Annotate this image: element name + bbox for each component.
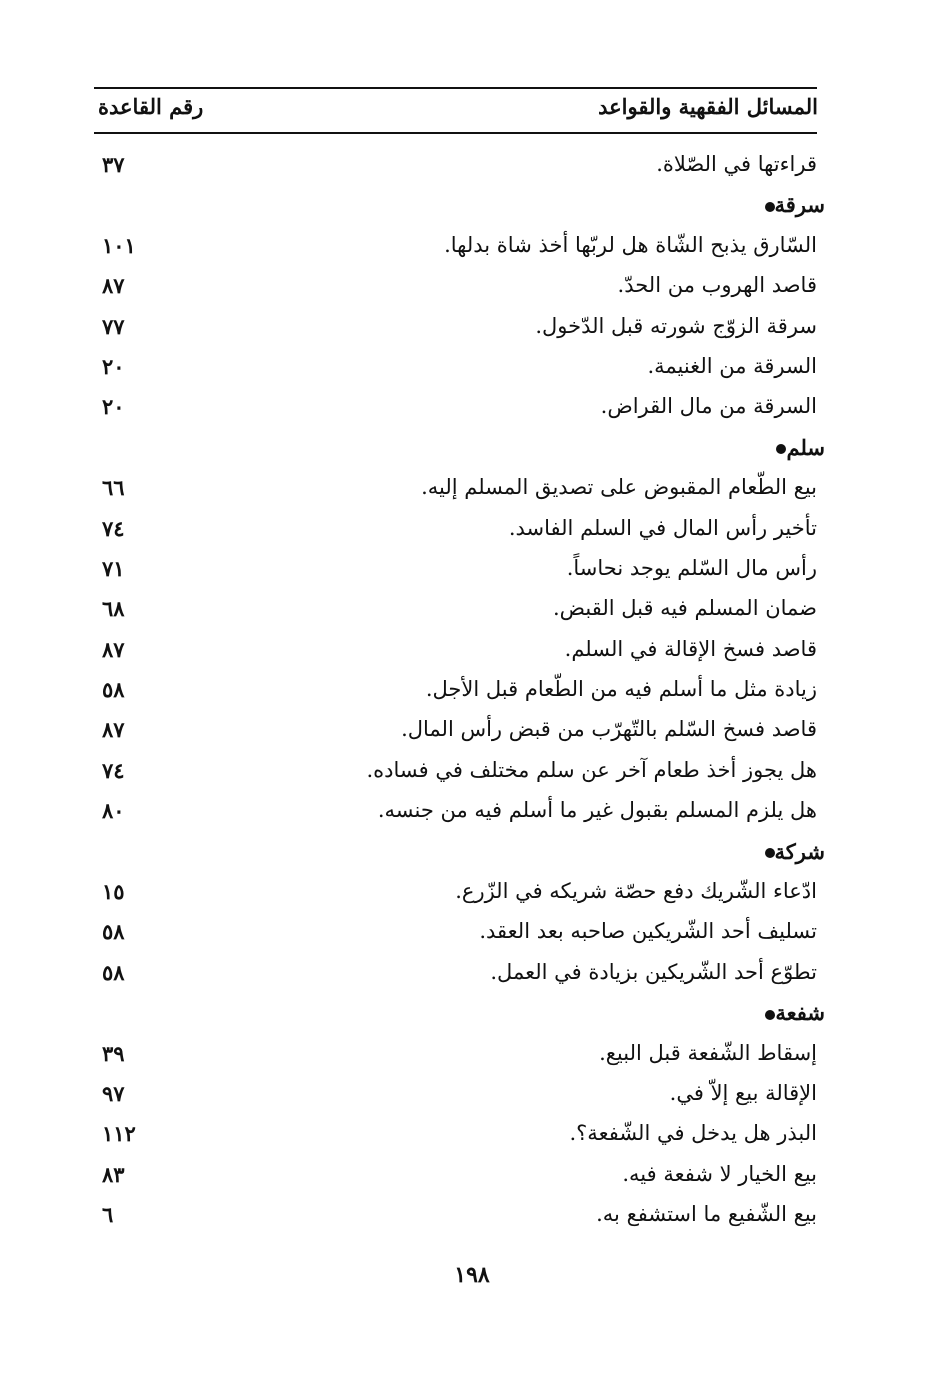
section-title xyxy=(755,1000,825,1025)
entry-text: قاصد الهروب من الحدّ. xyxy=(617,273,817,298)
entry-text: ادّعاء الشّريك دفع حصّة شريكه في الزّرع. xyxy=(455,879,817,904)
rule-number: ٧١ xyxy=(102,555,125,581)
rule-number: ٧٧ xyxy=(102,313,125,339)
index-entry xyxy=(94,754,817,794)
section-heading xyxy=(94,996,825,1036)
section-label: سرقة xyxy=(774,192,825,218)
entry-text: السرقة من مال القراض. xyxy=(600,394,817,419)
index-entry xyxy=(94,713,817,753)
bullet-icon xyxy=(765,848,775,858)
entry-text: تطوّع أحد الشّريكين بزيادة في العمل. xyxy=(490,959,817,984)
index-entry xyxy=(94,390,817,430)
index-list xyxy=(94,148,825,1239)
header-topic-title: المسائل الفقهية والقواعد xyxy=(598,94,818,119)
index-entry xyxy=(94,350,817,390)
index-entry xyxy=(94,1077,817,1117)
header-top-rule xyxy=(94,87,817,89)
section-title xyxy=(766,435,825,460)
entry-text: بيع الخيار لا شفعة فيه. xyxy=(622,1161,817,1186)
entry-text: إسقاط الشّفعة قبل البيع. xyxy=(599,1040,817,1065)
entry-text: زيادة مثل ما أسلم فيه من الطّعام قبل الأجل. xyxy=(425,677,817,702)
section-title xyxy=(755,192,825,217)
index-entry xyxy=(94,592,817,632)
entry-text: هل يلزم المسلم بقبول غير ما أسلم فيه من جنسه. xyxy=(377,798,817,823)
section-title xyxy=(755,839,825,864)
rule-number: ٨٠ xyxy=(102,798,125,824)
rule-number: ١٠١ xyxy=(102,232,136,258)
entry-text: رأس مال السّلم يوجد نحاساً. xyxy=(566,555,817,580)
index-entry xyxy=(94,1158,817,1198)
index-entry xyxy=(94,269,817,309)
bullet-icon xyxy=(765,1010,775,1020)
index-entry xyxy=(94,673,817,713)
entry-text: بيع الطّعام المقبوض على تصديق المسلم إليه. xyxy=(421,475,817,500)
rule-number: ١١٢ xyxy=(102,1121,136,1147)
rule-number: ٨٧ xyxy=(102,273,125,299)
bullet-icon xyxy=(776,444,786,454)
index-entry xyxy=(94,229,817,269)
rule-number: ٥٨ xyxy=(102,919,125,945)
rule-number: ٨٧ xyxy=(102,717,125,743)
section-label: شركة xyxy=(774,838,825,864)
rule-number: ٨٧ xyxy=(102,636,125,662)
rule-number: ٥٨ xyxy=(102,677,125,703)
entry-text: قراءتها في الصّلاة. xyxy=(656,152,817,176)
rule-number: ٢٠ xyxy=(102,394,125,420)
rule-number: ٦٦ xyxy=(102,475,125,501)
rule-number: ٦ xyxy=(102,1202,114,1228)
rule-number: ٧٤ xyxy=(102,757,125,783)
entry-text: السّارق يذبح الشّاة هل لربّها أخذ شاة بدلها. xyxy=(444,232,817,257)
index-entry xyxy=(94,794,817,834)
rule-number: ٧٤ xyxy=(102,515,125,541)
index-entry xyxy=(94,512,817,552)
header-bottom-rule xyxy=(94,132,817,134)
section-label: شفعة xyxy=(775,1000,825,1026)
entry-text: سرقة الزوّج شورته قبل الدّخول. xyxy=(535,313,817,338)
entry-text: قاصد فسخ السّلم بالتّهرّب من قبض رأس المال. xyxy=(401,717,817,742)
index-entry xyxy=(94,310,817,350)
section-heading xyxy=(94,835,825,875)
index-entry xyxy=(94,148,817,188)
entry-text: تسليف أحد الشّريكين صاحبه بعد العقد. xyxy=(479,919,817,944)
index-entry xyxy=(94,1198,817,1238)
entry-text: ضمان المسلم فيه قبل القبض. xyxy=(552,596,817,621)
bullet-icon xyxy=(765,202,775,212)
entry-text: بيع الشّفيع ما استشفع به. xyxy=(596,1202,817,1227)
section-heading xyxy=(94,188,825,228)
section-label: سلم xyxy=(786,434,825,460)
header-rule-number-title: رقم القاعدة xyxy=(98,94,204,119)
entry-text: البذر هل يدخل في الشّفعة؟. xyxy=(569,1121,817,1146)
index-entry xyxy=(94,471,817,511)
entry-text: السرقة من الغنيمة. xyxy=(647,353,817,378)
rule-number: ٦٨ xyxy=(102,596,125,622)
index-entry xyxy=(94,956,817,996)
section-heading xyxy=(94,431,825,471)
index-entry xyxy=(94,1117,817,1157)
index-entry xyxy=(94,1037,817,1077)
rule-number: ٢٠ xyxy=(102,353,125,379)
index-entry xyxy=(94,875,817,915)
page-number: ١٩٨ xyxy=(454,1262,490,1288)
index-entry xyxy=(94,915,817,955)
rule-number: ٨٣ xyxy=(102,1161,125,1187)
index-entry xyxy=(94,552,817,592)
rule-number: ٣٩ xyxy=(102,1040,125,1066)
entry-text: قاصد فسخ الإقالة في السلم. xyxy=(564,636,817,661)
entry-text: هل يجوز أخذ طعام آخر عن سلم مختلف في فساده. xyxy=(366,757,817,782)
entry-text: الإقالة بيع إلاّ في. xyxy=(669,1080,817,1105)
rule-number: ٥٨ xyxy=(102,959,125,985)
entry-text: تأخير رأس المال في السلم الفاسد. xyxy=(508,515,817,540)
index-entry xyxy=(94,633,817,673)
rule-number: ٩٧ xyxy=(102,1080,125,1106)
rule-number: ٣٧ xyxy=(102,152,125,177)
rule-number: ١٥ xyxy=(102,879,125,905)
